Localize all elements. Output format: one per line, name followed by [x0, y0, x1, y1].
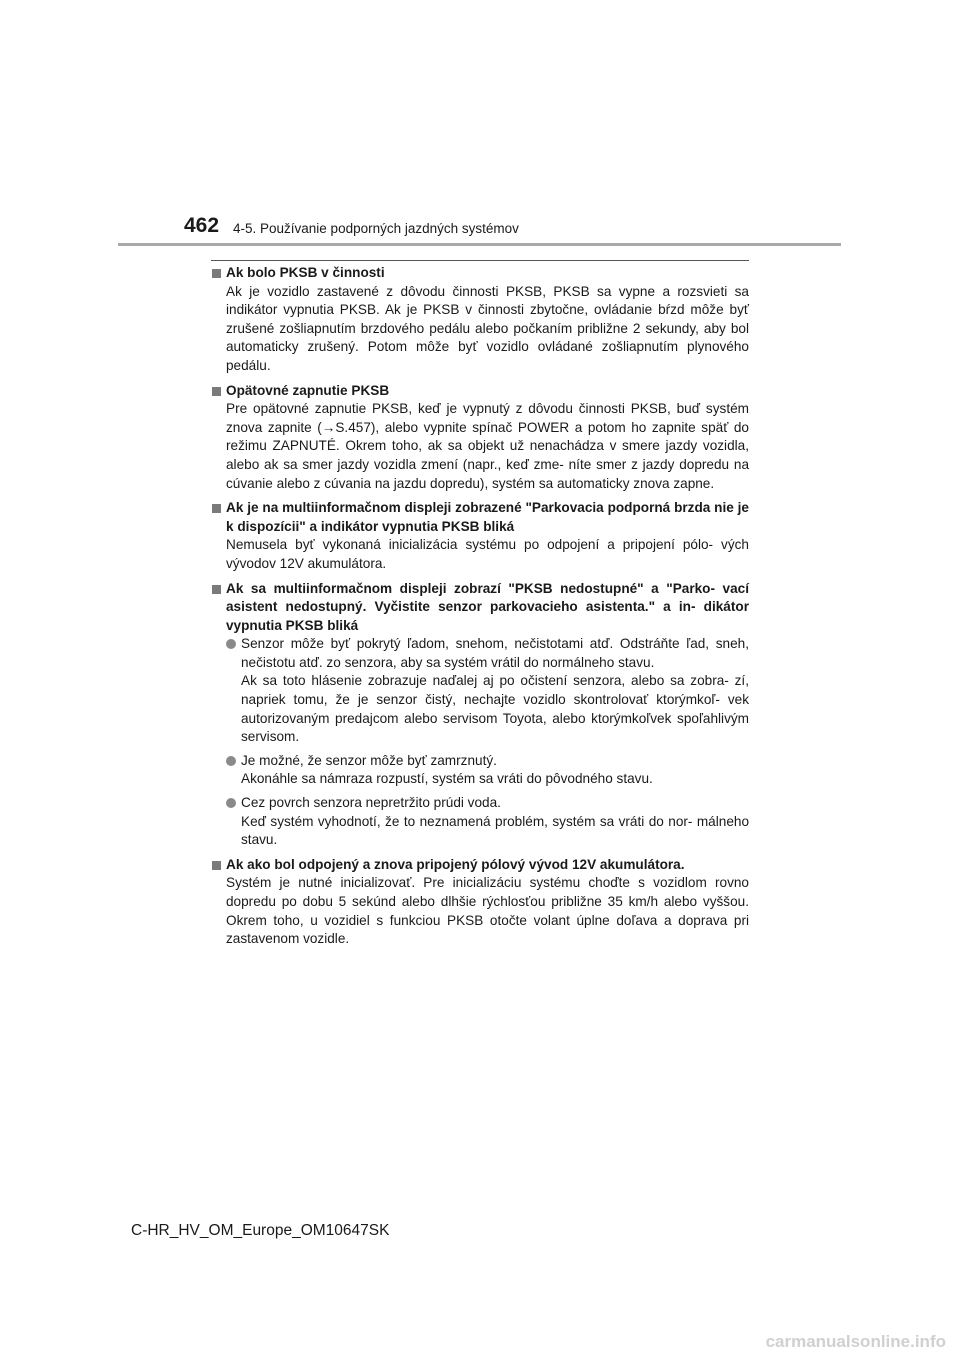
round-bullet-icon	[226, 639, 236, 649]
section-heading-text: Ak ako bol odpojený a znova pripojený pólový vývod 12V akumulátora.	[226, 856, 685, 872]
round-bullet-icon	[226, 756, 236, 766]
section-heading-text: Ak sa multiinformačnom displeji zobrazí "PKSB nedostupné" a "Parko- vací asistent nedostupný. Vyčistite senzor parkovacieho asistenta." a in- dikátor vypnutia PKSB bliká	[226, 580, 749, 633]
section-body: Systém je nutné inicializovať. Pre inicializáciu systému choďte s vozidlom rovno dopredu po dobu 5 sekúnd alebo dlhšie rýchlosťou približne 35 km/h alebo vyššou. Okrem toho, u vozidiel s funkciou PKSB otočte volant úplne doľava a doprava pri zastavenom vozidle.	[226, 875, 749, 947]
list-item	[226, 794, 749, 850]
list-item-text: Akonáhle sa námraza rozpustí, systém sa vráti do pôvodného stavu.	[241, 771, 653, 787]
section-heading	[211, 856, 749, 875]
section-heading	[211, 580, 749, 636]
section-brake-unavailable	[211, 499, 749, 573]
document-code: C-HR_HV_OM_Europe_OM10647SK	[131, 1222, 390, 1239]
square-bullet-icon	[212, 585, 221, 594]
section-body: Pre opätovné zapnutie PKSB, keď je vypnutý z dôvodu činnosti PKSB, buď systém znova zapnite (→S.457), alebo vypnite spínač POWER a potom ho zapnite späť do režimu ZAPNUTÉ. Okrem toho, ak sa objekt už nenachádza v smere jazdy vozidla, alebo ak sa smer jazdy vozidla zmení (napr., keď zme- níte smer z jazdy dopredu na cúvanie alebo z cúvania na jazdu dopredu), systém sa automaticky znova zapne.	[226, 401, 749, 491]
list-item-text: Ak sa toto hlásenie zobrazuje naďalej aj po očistení senzora, alebo sa zobra- zí, napriek tomu, že je senzor čistý, nechajte vozidlo skontrolovať ktorýmkoľ- vek autorizovaným predajcom alebo servisom Toyota, alebo ktorýmkoľvek spoľahlivým servisom.	[241, 673, 749, 745]
square-bullet-icon	[212, 861, 221, 870]
chapter-title: 4-5. Používanie podporných jazdných systémov	[233, 221, 519, 236]
page-number: 462	[184, 214, 220, 237]
watermark: carmanualsonline.info	[765, 1332, 946, 1351]
section-pksb-reenable	[211, 382, 749, 494]
section-heading-text: Ak je na multiinformačnom displeji zobrazené "Parkovacia podporná brzda nie je k dispozícii" a indikátor vypnutia PKSB bliká	[226, 500, 749, 534]
section-heading	[211, 382, 749, 401]
section-heading	[211, 264, 749, 283]
list-item-text: Senzor môže byť pokrytý ľadom, snehom, nečistotami atď. Odstráňte ľad, sneh, nečistotu atď. zo senzora, aby sa systém vrátil do normálneho stavu.	[241, 636, 749, 670]
section-pksb-active	[211, 264, 749, 376]
list-item	[226, 752, 749, 789]
round-bullet-icon	[226, 798, 236, 808]
section-sensor-unavailable	[211, 580, 749, 850]
section-heading	[211, 499, 749, 536]
section-heading-text: Ak bolo PKSB v činnosti	[226, 265, 385, 280]
square-bullet-icon	[212, 504, 221, 513]
content-top-divider	[211, 260, 749, 261]
list-item-text: Cez povrch senzora nepretržito prúdi voda.	[241, 795, 501, 811]
list-item-text: Je možné, že senzor môže byť zamrznutý.	[241, 752, 497, 768]
section-battery-reconnected	[211, 856, 749, 949]
list-item	[226, 635, 749, 747]
page-header	[0, 0, 960, 250]
page-content	[211, 264, 749, 955]
header-divider	[118, 243, 841, 246]
section-body: Ak je vozidlo zastavené z dôvodu činnosti PKSB, PKSB sa vypne a rozsvieti sa indikátor vypnutia PKSB. Ak je PKSB v činnosti zbytočne, ovládanie bŕzd môže byť zrušené zošliapnutím brzdového pedálu alebo počkaním približne 2 sekundy, aby bol automaticky zrušený. Potom môže byť vozidlo ovládané zošliapnutím plynového pedálu.	[226, 283, 749, 373]
list-item-text: Keď systém vyhodnotí, že to neznamená problém, systém sa vráti do nor- málneho stavu.	[241, 813, 749, 848]
section-heading-text: Opätovné zapnutie PKSB	[226, 382, 390, 398]
square-bullet-icon	[212, 269, 221, 278]
square-bullet-icon	[212, 387, 221, 396]
section-body: Nemusela byť vykonaná inicializácia systému po odpojení a pripojení pólo- vých vývodov 12V akumulátora.	[226, 537, 749, 571]
